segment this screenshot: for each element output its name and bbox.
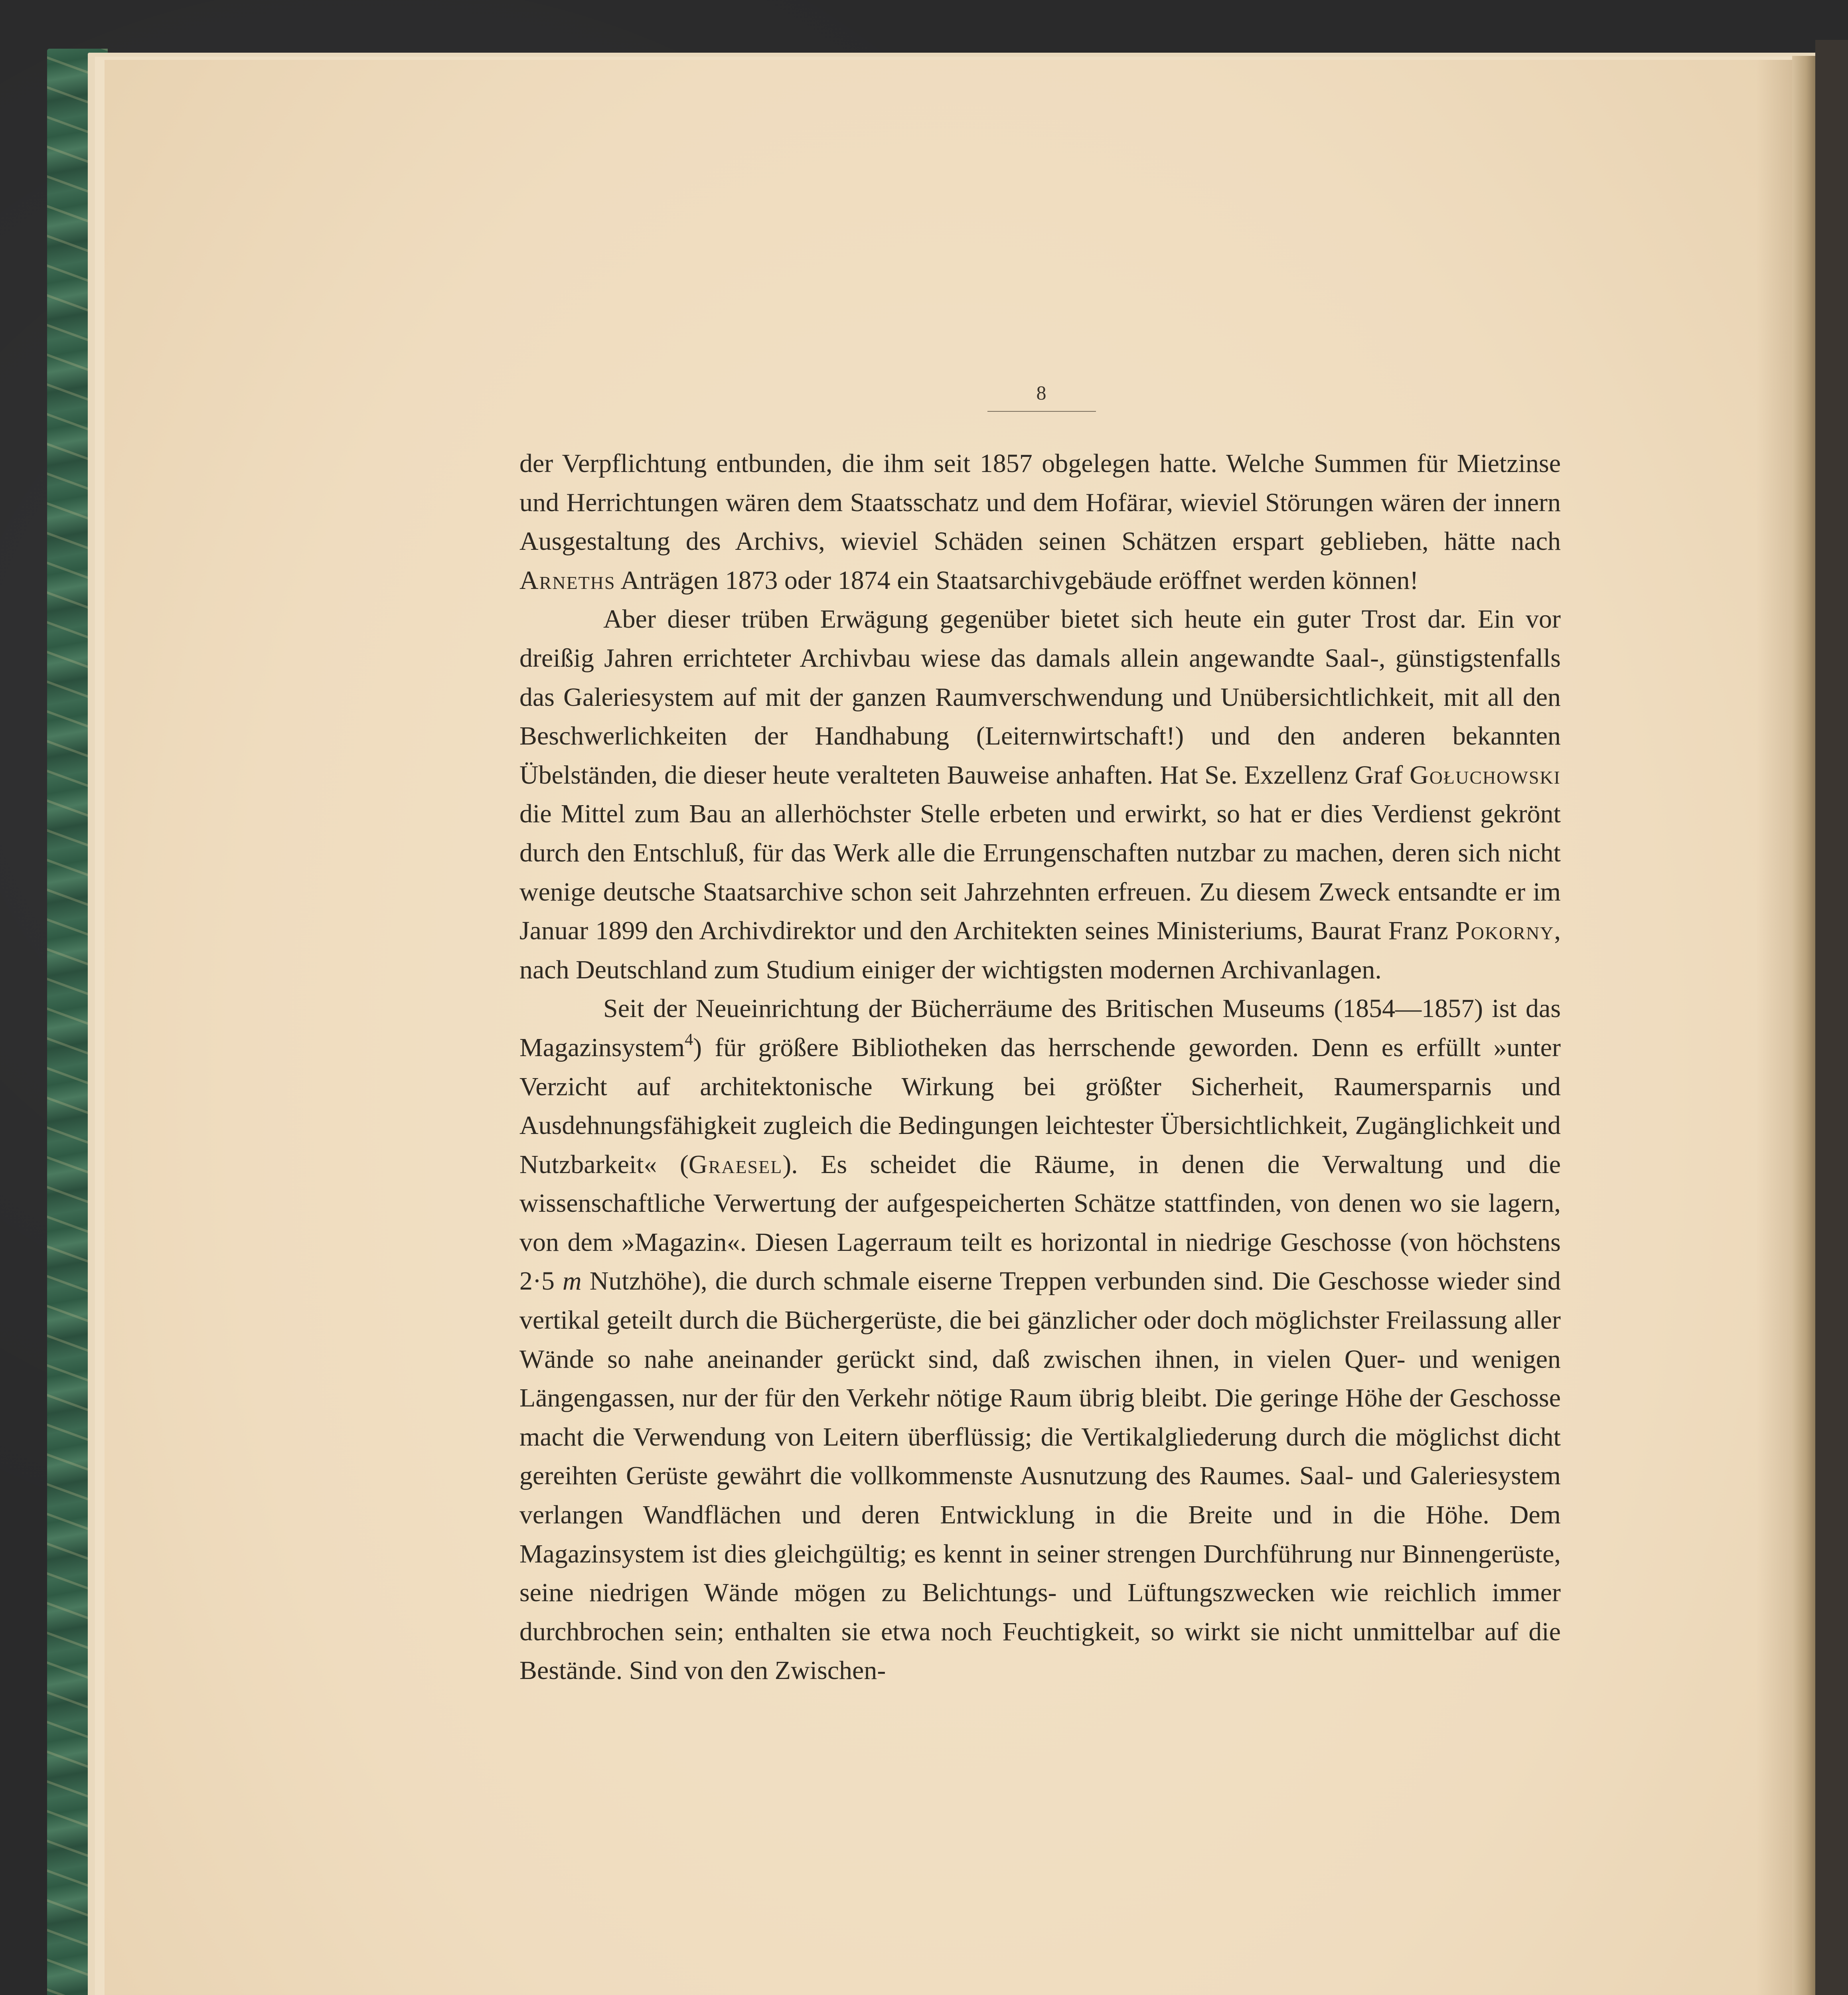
page-number-rule <box>987 411 1096 412</box>
paragraph-text: die Mittel zum Bau an allerhöchster Stelle erbeten und erwirkt, so hat er dies Verdienst gekrönt durch den Entschluß, für das Werk alle die Errungenschaften nutzbar zu machen, deren sich nicht wenige deutsche Staatsarchive schon seit Jahrzehnten erfreuen. Zu diesem Zweck entsandte er im Januar 1899 den Archivdirektor und den Architekten seines Ministeriums, Baurat Franz <box>519 799 1561 946</box>
footnote-marker: 4 <box>685 1030 693 1049</box>
page-number: 8 <box>1036 381 1046 404</box>
small-caps-name: Gołuchowski <box>1410 760 1561 790</box>
paragraph-text: Seit der Neueinrichtung der Bücherräume des Britischen Museums (1854—1857) ist das Magazinsystem <box>519 994 1561 1062</box>
paragraph-text: ). Es scheidet die Räume, in denen die Verwaltung und die wissenschaftliche Verwertung der aufgespeicherten Schätze stattfinden, von denen wo sie lagern, von dem »Magazin«. Diesen Lagerraum teilt es horizontal in niedrige Geschosse (von höchstens 2·5 <box>519 1150 1561 1296</box>
back-cover-edge <box>1815 40 1848 1995</box>
small-caps-name: Graesel <box>688 1150 783 1179</box>
paragraph-3 <box>519 989 1561 1690</box>
paragraph-2 <box>519 600 1561 989</box>
small-caps-name: Pokorny <box>1455 916 1554 946</box>
paragraph-text: , nach Deutschland zum Studium einiger der wichtigsten modernen Archivanlagen. <box>519 916 1561 984</box>
paragraph-text: Anträgen 1873 oder 1874 ein Staatsarchivgebäude eröffnet werden können! <box>615 565 1419 595</box>
italic-unit: m <box>563 1266 582 1296</box>
paragraph-text: der Verpflichtung entbunden, die ihm seit 1857 obgelegen hatte. Welche Summen für Mietzinse und Herrichtungen wären dem Staatsschatz und dem Hofärar, wieviel Störungen wären der innern Ausgestaltung des Archivs, wieviel Schäden seinen Schätzen erspart geblieben, hätte nach <box>519 449 1561 556</box>
body-text <box>519 444 1561 1690</box>
paragraph-text: ) für größere Bibliotheken das herrschende geworden. Denn es erfüllt »unter Verzicht auf architektonische Wirkung bei größter Sicherheit, Raumersparnis und Ausdehnungsfähigkeit zugleich die Bedingungen leichtester Übersichtlichkeit, Zugänglichkeit und Nutzbarkeit« ( <box>519 1033 1561 1179</box>
page-gutter-shadow <box>1756 60 1792 1995</box>
paragraph-text: Nutzhöhe), die durch schmale eiserne Treppen verbunden sind. Die Geschosse wieder sind vertikal geteilt durch die Büchergerüste, die bei gänzlicher oder doch möglichster Freilassung aller Wände so nahe aneinander gerückt sind, daß zwischen ihnen, in vielen Quer- und wenigen Längengassen, nur der für den Verkehr nötige Raum übrig bleibt. Die geringe Höhe der Geschosse macht die Verwendung von Leitern überflüssig; die Vertikalgliederung durch die möglichst dicht gereihten Gerüste gewährt die vollkommenste Ausnutzung des Raumes. Saal- und Galeriesystem verlangen Wandflächen und deren Entwicklung in die Breite und in die Höhe. Dem Magazinsystem ist dies gleichgültig; es kennt in seiner strengen Durchführung nur Binnengerüste, seine niedrigen Wände mögen zu Belichtungs- und Lüftungszwecken wie reichlich immer durchbrochen sein; enthalten sie etwa noch Feuchtigkeit, so wirkt sie nicht unmittelbar auf die Bestände. Sind von den Zwischen- <box>519 1266 1561 1685</box>
small-caps-name: Arneths <box>519 565 616 595</box>
following-pages-edge <box>1792 56 1815 1995</box>
paragraph-text: Aber dieser trüben Erwägung gegenüber bietet sich heute ein guter Trost dar. Ein vor dreißig Jahren errichteter Archivbau wiese das damals allein angewandte Saal-, günstigstenfalls das Galeriesystem auf mit der ganzen Raumverschwendung und Unübersichtlichkeit, mit all den Beschwerlichkeiten der Handhabung (Leiternwirtschaft!) und den anderen bekannten Übelständen, die dieser heute veralteten Bauweise anhaften. Hat Se. Exzellenz Graf <box>519 604 1561 790</box>
paragraph-1 <box>519 444 1561 600</box>
